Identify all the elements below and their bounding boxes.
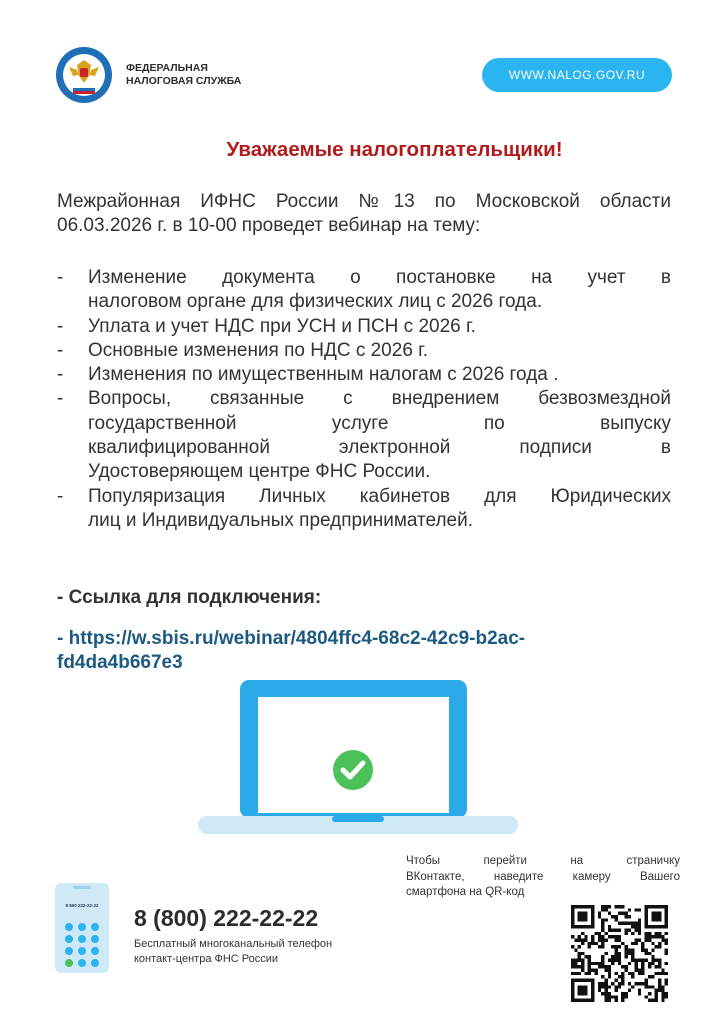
fns-emblem-icon xyxy=(55,46,113,104)
laptop-notch xyxy=(332,816,384,822)
phone-caption xyxy=(134,937,332,967)
topic-line: налоговом органе для физических лиц с 2026 года. xyxy=(88,291,543,313)
webinar-link-line1: - https://w.sbis.ru/webinar/4804ffc4-68c2-42c9-b2ac- xyxy=(57,628,526,649)
bullet-dash: - xyxy=(57,388,64,410)
topic-line: квалифицированной электронной подписи в xyxy=(88,437,671,459)
intro-line1: Межрайонная ИФНС России №13 по Московской области xyxy=(57,191,671,212)
website-link-button[interactable]: WWW.NALOG.GOV.RU xyxy=(482,58,672,92)
topic-line: Популяризация Личных кабинетов для Юридических xyxy=(88,485,671,507)
bullet-dash: - xyxy=(57,339,64,361)
hotline-phone-number[interactable]: 8 (800) 222-22-22 xyxy=(134,905,319,931)
bullet-dash: - xyxy=(57,485,64,507)
laptop-illustration xyxy=(196,680,520,836)
page-title: Уважаемые налогоплательщики! xyxy=(226,138,563,161)
topic-line: Вопросы, связанные с внедрением безвозмездной xyxy=(88,388,671,410)
webinar-topics-list xyxy=(57,266,671,533)
phone-caption-line1: Бесплатный многоканальный телефон xyxy=(134,938,333,950)
webinar-link[interactable] xyxy=(57,627,657,675)
bullet-dash: - xyxy=(57,267,64,288)
topic-item xyxy=(57,485,671,534)
bullet-dash: - xyxy=(57,364,64,386)
phone-caption-line2: контакт-центра ФНС России xyxy=(134,953,279,965)
org-name-line1: ФЕДЕРАЛЬНАЯ xyxy=(126,62,208,74)
topic-item xyxy=(57,339,671,363)
bullet-dash: - xyxy=(57,315,64,337)
qr-caption-line2: ВКонтакте, наведите камеру Вашего xyxy=(406,870,680,883)
topic-item xyxy=(57,387,671,484)
phone-icon-number: 8 800 222-22-22 xyxy=(65,903,99,908)
qr-caption xyxy=(406,854,680,901)
check-circle-icon xyxy=(333,750,373,790)
topic-item xyxy=(57,266,671,315)
topic-line: государственной услуге по выпуску xyxy=(88,412,671,434)
qr-caption-line1: Чтобы перейти на страничку xyxy=(406,855,680,867)
topic-line: Изменения по имущественным налогам с 2026 года . xyxy=(88,364,559,386)
topic-item xyxy=(57,363,671,387)
topic-line: Удостоверяющем центре ФНС России. xyxy=(88,461,431,483)
connection-link-label: - Ссылка для подключения: xyxy=(57,587,322,608)
topic-line: Уплата и учет НДС при УСН и ПСН с 2026 г. xyxy=(88,315,476,337)
topic-line: Изменение документа о постановке на учет в xyxy=(88,267,671,288)
organization-name xyxy=(126,62,241,88)
topic-line: Основные изменения по НДС с 2026 г. xyxy=(88,339,429,361)
qr-caption-line3: смартфона на QR-код xyxy=(406,886,525,898)
topic-line: лиц и Индивидуальных предпринимателей. xyxy=(88,509,474,531)
phone-icon xyxy=(55,883,109,973)
org-name-line2: НАЛОГОВАЯ СЛУЖБА xyxy=(126,75,242,87)
topic-item xyxy=(57,315,671,339)
intro-text xyxy=(57,190,671,238)
webinar-link-line2: fd4da4b667e3 xyxy=(57,652,183,673)
intro-line2: 06.03.2026 г. в 10-00 проведет вебинар на тему: xyxy=(57,215,481,236)
qr-code-icon[interactable] xyxy=(571,905,668,1002)
